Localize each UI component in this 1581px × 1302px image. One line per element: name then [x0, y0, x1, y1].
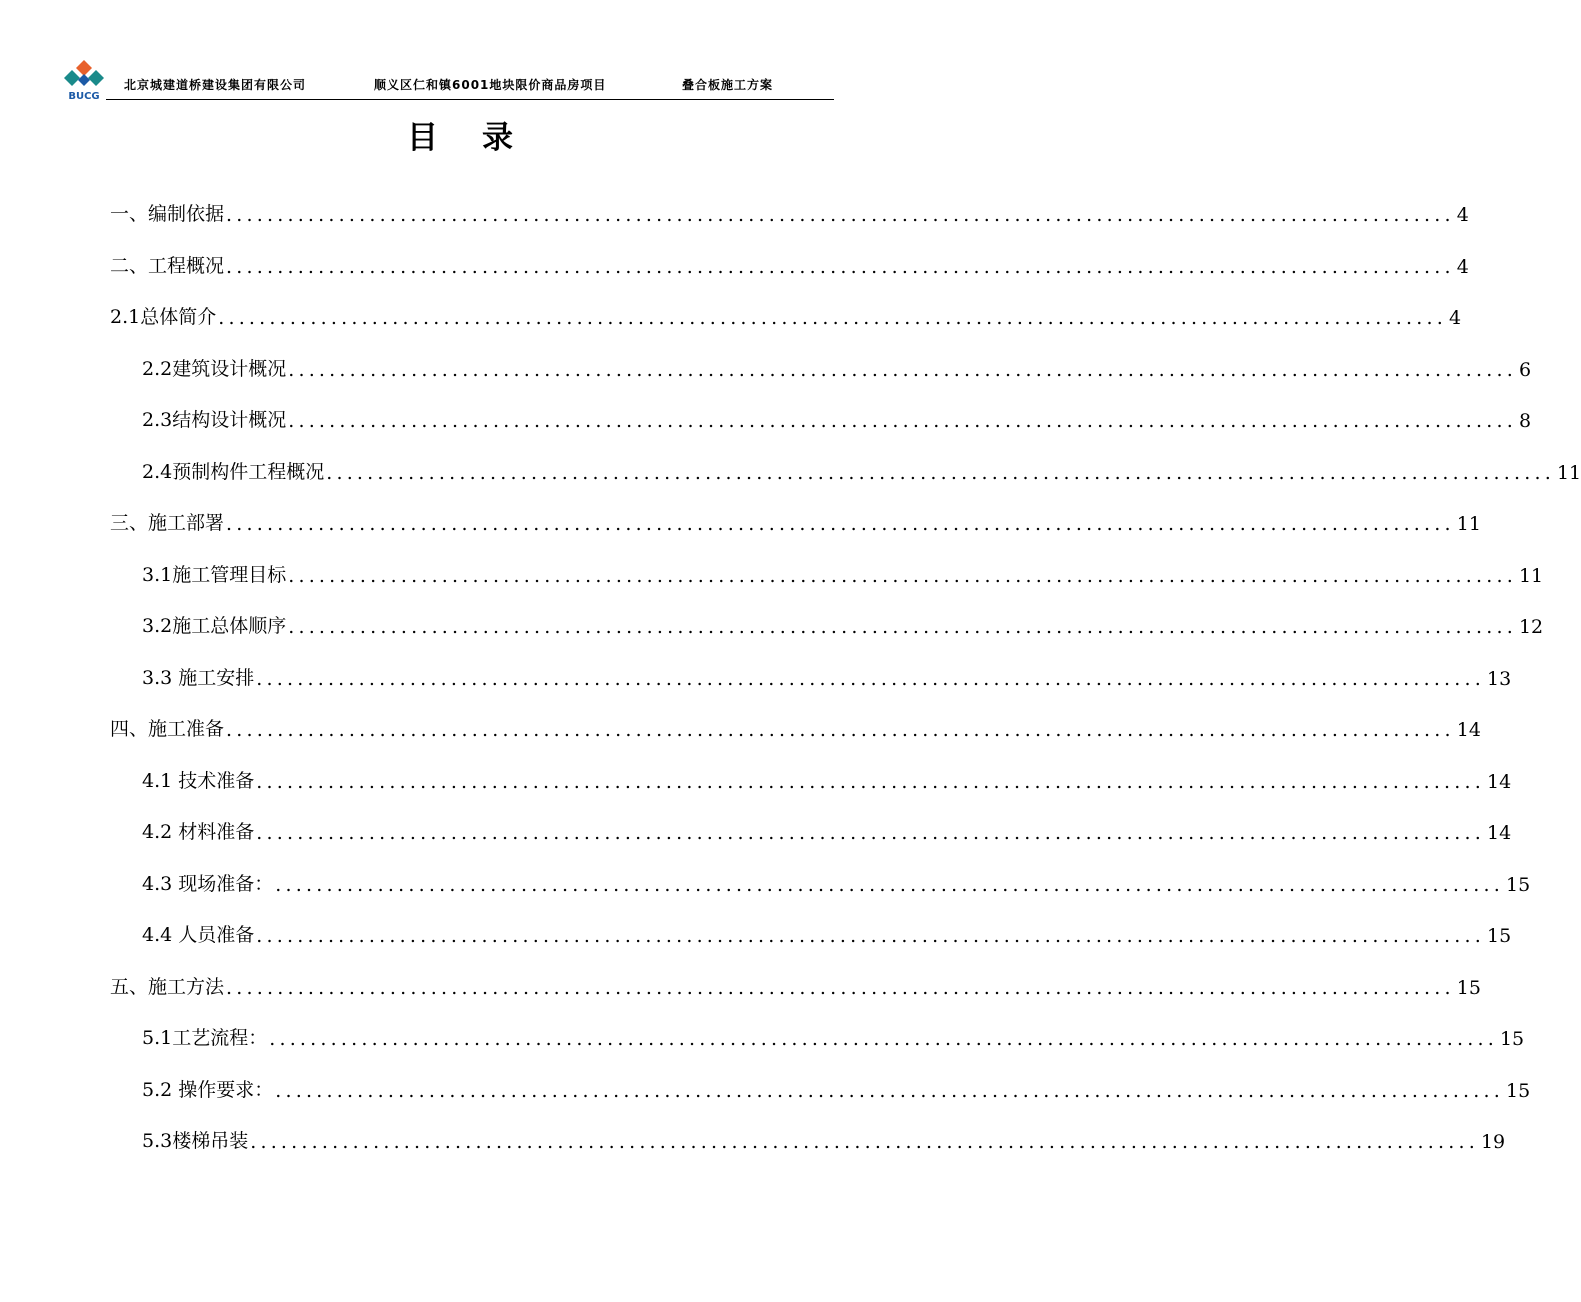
toc-leader-dots: ........................................................................................................................ — [226, 204, 1455, 226]
header-project: 顺义区仁和镇6001地块限价商品房项目 — [374, 78, 607, 92]
toc-entry[interactable] — [142, 1123, 1506, 1153]
toc-entry[interactable] — [110, 248, 1469, 278]
toc-entry[interactable] — [142, 454, 1581, 484]
toc-entry-label: 4.1 技术准备 — [142, 770, 255, 792]
toc-leader-dots: ........................................................................................................................ — [275, 1080, 1505, 1102]
toc-entry[interactable] — [142, 866, 1531, 896]
header-doc-title: 叠合板施工方案 — [682, 78, 774, 92]
page-header — [62, 58, 834, 102]
toc-entry-page: 4 — [1456, 204, 1469, 226]
toc-entry-page: 13 — [1487, 668, 1512, 690]
toc-leader-dots: ........................................................................................................................ — [256, 822, 1486, 844]
toc-entry-label: 3.1施工管理目标 — [142, 564, 287, 586]
toc-entry[interactable] — [110, 505, 1481, 535]
toc-leader-dots: ........................................................................................................................ — [250, 1131, 1479, 1153]
toc-leader-dots: ........................................................................................................................ — [226, 719, 1455, 741]
toc-entry-label: 5.1工艺流程： — [142, 1027, 268, 1049]
toc-leader-dots: ........................................................................................................................ — [226, 256, 1455, 278]
toc-leader-dots: ........................................................................................................................ — [288, 616, 1517, 638]
toc-entry-page: 14 — [1487, 771, 1512, 793]
toc-leader-dots: ........................................................................................................................ — [256, 668, 1486, 690]
toc-entry-label: 3.2施工总体顺序 — [142, 615, 287, 637]
toc-entry-page: 15 — [1506, 1080, 1531, 1102]
toc-entry-label: 2.4预制构件工程概况 — [142, 461, 325, 483]
toc-entry[interactable] — [142, 402, 1532, 432]
toc-leader-dots: ........................................................................................................................ — [288, 565, 1517, 587]
toc-leader-dots: ........................................................................................................................ — [256, 771, 1486, 793]
toc-entry-page: 15 — [1499, 1028, 1525, 1050]
toc-entry-label: 一、编制依据 — [110, 203, 225, 225]
toc-entry-label: 三、施工部署 — [110, 512, 225, 534]
toc-entry-page: 8 — [1518, 410, 1532, 432]
toc-leader-dots: ........................................................................................................................ — [288, 359, 1517, 381]
toc-entry[interactable] — [110, 969, 1481, 999]
toc-entry-page: 14 — [1456, 719, 1481, 741]
toc-entry[interactable] — [142, 917, 1512, 947]
header-company: 北京城建道桥建设集团有限公司 — [124, 78, 307, 92]
toc-entry-label: 2.2建筑设计概况 — [142, 358, 287, 380]
logo-text: BUCG — [68, 91, 100, 102]
header-divider — [106, 99, 834, 100]
toc-entry-label: 2.3结构设计概况 — [142, 409, 287, 431]
toc-entry-label: 5.2 操作要求： — [142, 1079, 274, 1101]
toc-leader-dots: ........................................................................................................................ — [256, 925, 1486, 947]
toc-entry-label: 四、施工准备 — [110, 718, 225, 740]
toc-entry[interactable] — [110, 196, 1469, 226]
toc-entry-page: 11 — [1518, 565, 1544, 587]
toc-entry[interactable] — [142, 660, 1512, 690]
toc-entry[interactable] — [110, 299, 1462, 329]
toc-entry[interactable] — [142, 608, 1544, 638]
toc-entry[interactable] — [110, 711, 1481, 741]
bucg-logo — [62, 58, 106, 102]
toc-entry-page: 11 — [1556, 462, 1581, 484]
toc-leader-dots: ........................................................................................................................ — [218, 307, 1447, 329]
toc-entry-page: 11 — [1456, 513, 1481, 535]
toc-entry-page: 15 — [1487, 925, 1512, 947]
toc-entry-page: 14 — [1487, 822, 1512, 844]
toc-entry-page: 15 — [1456, 977, 1481, 999]
toc-leader-dots: ........................................................................................................................ — [269, 1028, 1498, 1050]
toc-entry-page: 6 — [1518, 359, 1532, 381]
toc-entry-label: 4.3 现场准备： — [142, 873, 274, 895]
toc-entry-label: 4.4 人员准备 — [142, 924, 255, 946]
toc-entry[interactable] — [142, 557, 1544, 587]
toc-leader-dots: ........................................................................................................................ — [226, 513, 1455, 535]
toc-entry-page: 19 — [1480, 1131, 1506, 1153]
toc-entry-page: 15 — [1506, 874, 1531, 896]
page-title: 目录 — [407, 120, 557, 156]
toc-entry-page: 4 — [1456, 256, 1469, 278]
toc-entry[interactable] — [142, 814, 1512, 844]
toc-entry[interactable] — [142, 1072, 1531, 1102]
toc-entry-page: 12 — [1518, 616, 1544, 638]
toc-entry-page: 4 — [1448, 307, 1462, 329]
toc-entry-label: 4.2 材料准备 — [142, 821, 255, 843]
toc-leader-dots: ........................................................................................................................ — [275, 874, 1505, 896]
toc-entry[interactable] — [142, 763, 1512, 793]
toc-entry-label: 5.3楼梯吊装 — [142, 1130, 249, 1152]
toc-entry-label: 二、工程概况 — [110, 255, 225, 277]
toc-leader-dots: ........................................................................................................................ — [288, 410, 1517, 432]
toc-leader-dots: ........................................................................................................................ — [326, 462, 1555, 484]
toc-leader-dots: ........................................................................................................................ — [226, 977, 1455, 999]
toc-entry[interactable] — [142, 1020, 1525, 1050]
toc-entry[interactable] — [142, 351, 1532, 381]
toc-entry-label: 3.3 施工安排 — [142, 667, 255, 689]
toc-entry-label: 五、施工方法 — [110, 976, 225, 998]
toc-entry-label: 2.1总体简介 — [110, 306, 217, 328]
